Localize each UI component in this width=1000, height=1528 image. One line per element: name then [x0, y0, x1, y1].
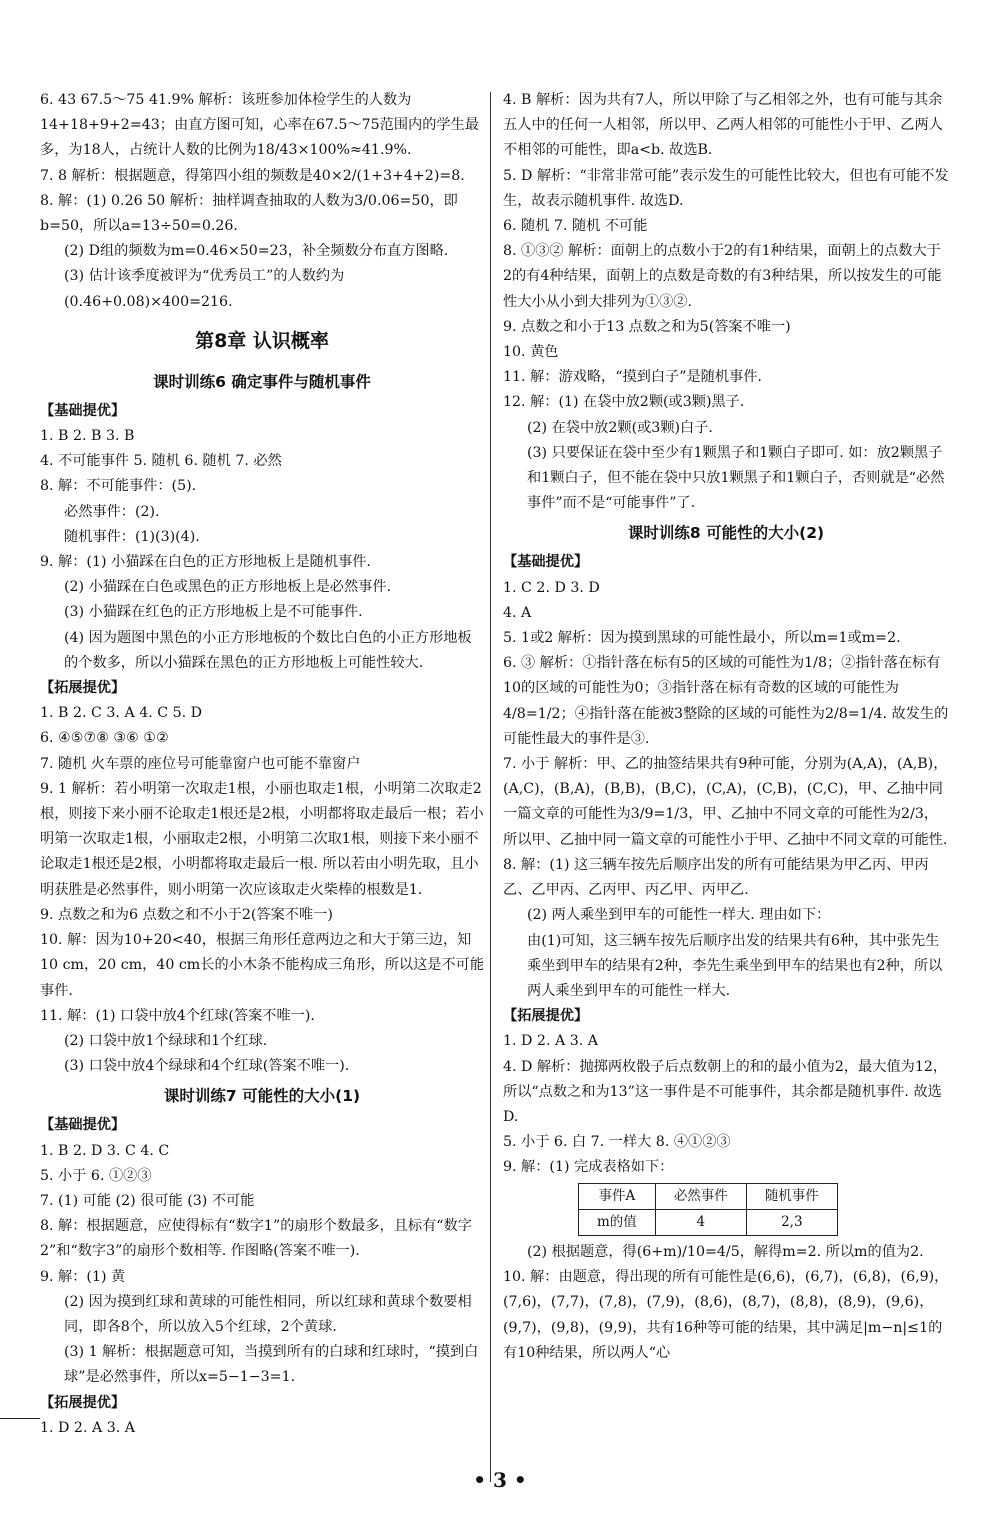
answer-line: 1. D 2. A 3. A [40, 1419, 136, 1436]
answer-subline: (3) 口袋中放4个绿球和4个红球(答案不唯一). [64, 1058, 350, 1075]
answer-subline: (2) 在袋中放2颗(或3颗)白子. [527, 419, 713, 436]
answer-line: 4. 不可能事件 5. 随机 6. 随机 7. 必然 [40, 453, 282, 470]
answer-line: 7. (1) 可能 (2) 很可能 (3) 不可能 [40, 1192, 255, 1209]
lesson-title: 课时训练7 可能性的大小(1) [163, 1087, 361, 1106]
answer-subline: (2) D组的频数为m=0.46×50=23，补全频数分布直方图略. [64, 243, 449, 260]
answer-line: 8. 解：(1) 0.26 50 解析：抽样调查抽取的人数为3/0.06=50，即b=50，所以a=13÷50=0.26. [40, 192, 458, 235]
table-cell: 2,3 [746, 1209, 837, 1235]
answer-line: 9. 解：(1) 小猫踩在白色的正方形地板上是随机事件. [40, 554, 371, 571]
chapter-title: 第8章 认识概率 [195, 329, 329, 352]
answer-line: 8. 解：(1) 这三辆车按先后顺序出发的所有可能结果为甲乙丙、甲丙乙、乙甲丙、乙丙甲、丙乙甲、丙甲乙. [503, 856, 929, 899]
answer-line: 7. 随机 火车票的座位号可能靠窗户也可能不靠窗户 [40, 755, 361, 772]
answer-line: 1. B 2. C 3. A 4. C 5. D [40, 705, 203, 722]
answer-line: 9. 1 解析：若小明第一次取走1根，小丽也取走1根，小明第二次取走2根，则接下来小丽不论取走1根还是2根，小明都将取走最后一根；若小明第一次取走1根，小丽取走2根，小明第二次取1根，则接下来小丽不论取走1根还是2根，小明都将取走最后一根. 所以若由小明先取，且小明获胜是必然事件，则小明第一次应该取走火柴棒的根数是1. [40, 780, 484, 898]
answer-subline: (3) 1 解析：根据题意可知，当摸到所有的白球和红球时，“摸到白球”是必然事件，所以x=5−1−3=1. [64, 1344, 479, 1386]
answer-subline: (2) 因为摸到红球和黄球的可能性相同，所以红球和黄球个数要相同，即各8个，所以放入5个红球，2个黄球. [64, 1293, 472, 1335]
answer-line: 11. 解：(1) 口袋中放4个红球(答案不唯一). [40, 1007, 315, 1024]
answer-line: 10. 黄色 [503, 344, 559, 361]
answer-subline: (2) 小猫踩在白色或黑色的正方形地板上是必然事件. [64, 579, 392, 596]
answer-line: 1. D 2. A 3. A [503, 1033, 599, 1050]
section-label: 【基础提优】 [40, 1117, 126, 1134]
section-label: 【基础提优】 [503, 554, 589, 571]
footnote-rule [0, 1418, 40, 1419]
answer-line: 6. 43 67.5～75 41.9% 解析：该班参加体检学生的人数为14+18+9+2=43；由直方图可知，心率在67.5～75范围内的学生最多，为18人，占统计人数的比例为18/43×100%≈41.9%. [40, 92, 479, 159]
answer-subline: 由(1)可知，这三辆车按先后顺序出发的结果共有6种，其中张先生乘坐到甲车的结果有2种，李先生乘坐到甲车的结果也有2种，所以两人乘坐到甲车的可能性一样大. [527, 932, 943, 999]
answer-line: 1. B 2. B 3. B [40, 428, 135, 445]
answer-line: 5. D 解析：“非常非常可能”表示发生的可能性比较大，但也有可能不发生，故表示随机事件. 故选D. [503, 167, 949, 209]
answer-subline: 随机事件：(1)(3)(4). [64, 528, 200, 545]
table-cell: 随机事件 [746, 1183, 837, 1209]
answer-subline: (3) 只要保证在袋中至少有1颗黑子和1颗白子即可. 如：放2颗黑子和1颗白子，但不能在袋中只放1颗黑子和1颗白子，否则就是“必然事件”而不是“可能事件”了. [527, 444, 945, 512]
section-label: 【基础提优】 [40, 402, 126, 419]
answer-subline: (3) 估计该季度被评为“优秀员工”的人数约为(0.46+0.08)×400=216. [64, 268, 345, 310]
answer-line: 6. 随机 7. 随机 不可能 [503, 218, 648, 235]
answer-line: 10. 解：由题意，得出现的所有可能性是(6,6)，(6,7)，(6,8)，(6,9)，(7,6)，(7,7)，(7,8)，(7,9)，(8,6)，(8,7)，(8,8)，(8,9)，(9,6)，(9,7)，(9,8)，(9,9)，共有16种等可能的结果，其中满足|m−n|≤1的有10种结果，所以两人“心 [503, 1269, 949, 1361]
answer-subline: (2) 根据题意，得(6+m)/10=4/5，解得m=2. 所以m的值为2. [527, 1243, 924, 1260]
answer-line: 1. C 2. D 3. D [503, 579, 600, 596]
answer-subline: 必然事件：(2). [64, 503, 160, 520]
answer-line: 9. 解：(1) 完成表格如下： [503, 1159, 674, 1176]
column-divider [490, 92, 491, 1482]
table-cell: m的值 [579, 1209, 656, 1235]
table-row [579, 1209, 838, 1235]
event-table [578, 1183, 838, 1236]
answer-line: 4. D 解析：抛掷两枚骰子后点数朝上的和的最小值为2，最大值为12，所以“点数之和为13”这一事件是不可能事件，其余都是随机事件. 故选D. [503, 1058, 948, 1125]
section-label: 【拓展提优】 [40, 680, 126, 697]
table-cell: 必然事件 [655, 1183, 746, 1209]
answer-subline: (2) 两人乘坐到甲车的可能性一样大. 理由如下： [527, 907, 831, 924]
table-cell: 事件A [579, 1183, 656, 1209]
answer-line: 5. 小于 6. 白 7. 一样大 8. ④①②③ [503, 1134, 731, 1151]
answer-line: 4. A [503, 604, 532, 621]
lesson-title: 课时训练8 可能性的大小(2) [627, 524, 825, 543]
answer-line: 9. 点数之和小于13 点数之和为5(答案不唯一) [503, 318, 791, 335]
section-label: 【拓展提优】 [503, 1008, 589, 1025]
answer-line: 11. 解：游戏略，“摸到白子”是随机事件. [503, 369, 762, 386]
table-header-row [579, 1183, 838, 1209]
answer-line: 6. ③ 解析：①指针落在标有5的区域的可能性为1/8；②指针落在标有10的区域的可能性为0；③指针落在标有奇数的区域的可能性为4/8=1/2；④指针落在能被3整除的区域的可能性为2/8=1/4. 故发生的可能性最大的事件是③. [503, 655, 949, 747]
page-number: • 3 • [473, 1468, 527, 1492]
answer-line: 5. 1或2 解析：因为摸到黑球的可能性最小，所以m=1或m=2. [503, 630, 901, 647]
left-column [40, 88, 484, 1441]
answer-subline: (3) 小猫踩在红色的正方形地板上是不可能事件. [64, 604, 363, 621]
lesson-title: 课时训练6 确定事件与随机事件 [153, 372, 371, 391]
answer-line: 8. 解：不可能事件：(5). [40, 478, 197, 495]
answer-line: 7. 8 解析：根据题意，得第四小组的频数是40×2/(1+3+4+2)=8. [40, 167, 465, 184]
answer-line: 1. B 2. D 3. C 4. C [40, 1142, 170, 1159]
answer-line: 7. 小于 解析：甲、乙的抽签结果共有9种可能，分别为(A,A)，(A,B)，(A,C)，(B,A)，(B,B)，(B,C)，(C,A)，(C,B)，(C,C)，甲、乙抽中同一篇文章的可能性为3/9=1/3，甲、乙抽中不同文章的可能性为2/3，所以甲、乙抽中同一篇文章的可能性小于甲、乙抽中不同文章的可能性. [503, 756, 948, 848]
answer-line: 10. 解：因为10+20<40，根据三角形任意两边之和大于第三边，知10 cm，20 cm，40 cm长的小木条不能构成三角形，所以这是不可能事件. [40, 932, 485, 999]
answer-subline: (4) 因为题图中黑色的小正方形地板的个数比白色的小正方形地板的个数多，所以小猫踩在黑色的正方形地板上可能性较大. [64, 629, 472, 671]
answer-line: 9. 解：(1) 黄 [40, 1268, 126, 1285]
answer-line: 12. 解：(1) 在袋中放2颗(或3颗)黑子. [503, 394, 745, 411]
table-cell: 4 [655, 1209, 746, 1235]
right-column [503, 88, 949, 1366]
answer-line: 8. 解：根据题意，应使得标有“数字1”的扇形个数最多，且标有“数字2”和“数字3”的扇形个数相等. 作图略(答案不唯一). [40, 1218, 472, 1260]
section-label: 【拓展提优】 [40, 1394, 126, 1411]
answer-line: 8. ①③② 解析：面朝上的点数小于2的有1种结果，面朝上的点数大于2的有4种结果，面朝上的点数是奇数的有3种结果，所以按发生的可能性大小从小到大排列为①③②. [503, 243, 942, 310]
answer-line: 5. 小于 6. ①②③ [40, 1167, 152, 1184]
answer-line: 9. 点数之和为6 点数之和不小于2(答案不唯一) [40, 906, 333, 923]
answer-subline: (2) 口袋中放1个绿球和1个红球. [64, 1032, 268, 1049]
answer-line: 6. ④⑤⑦⑧ ③⑥ ①② [40, 730, 169, 747]
answer-line: 4. B 解析：因为共有7人，所以甲除了与乙相邻之外，也有可能与其余五人中的任何一人相邻，所以甲、乙两人相邻的可能性小于甲、乙两人不相邻的可能性，即a<b. 故选B. [503, 92, 943, 159]
